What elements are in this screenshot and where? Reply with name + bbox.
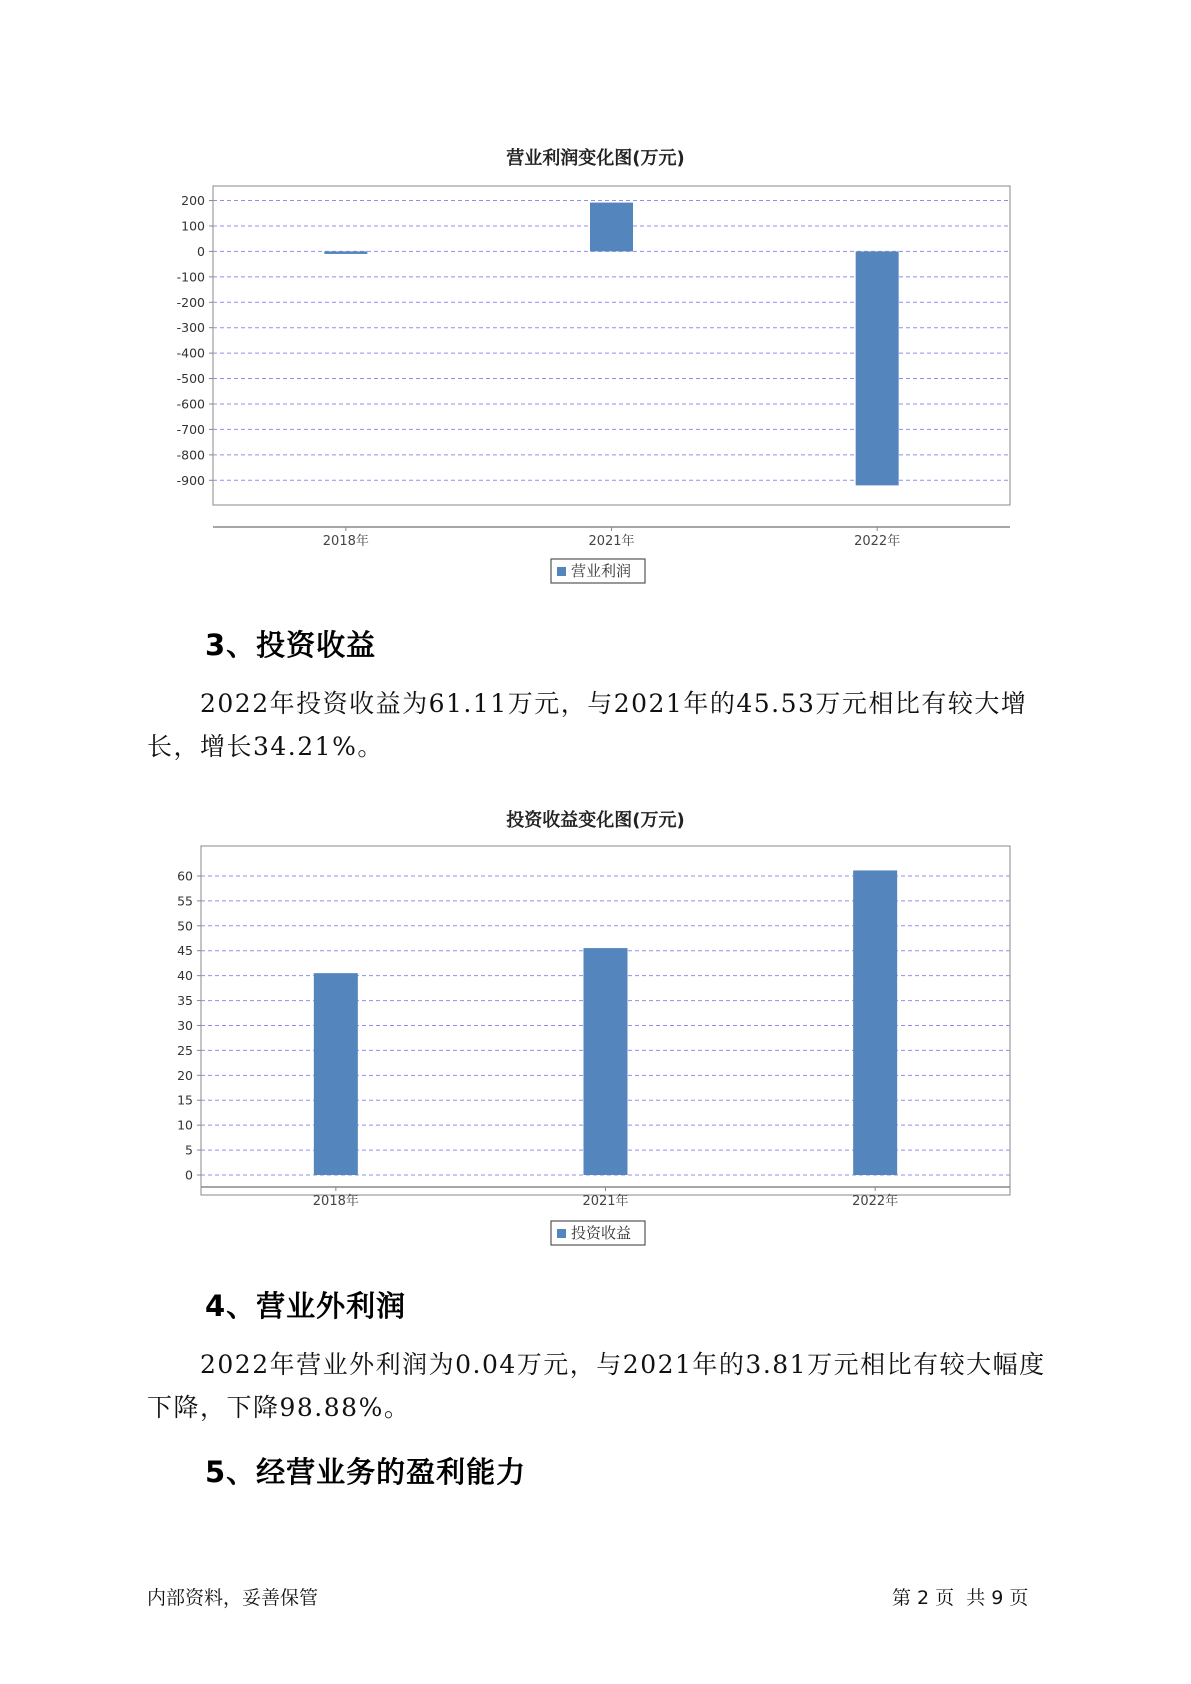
chart1-title: 营业利润变化图(万元): [506, 148, 685, 169]
y-tick-label: -100: [176, 269, 205, 285]
section4-paragraph: 2022年营业外利润为0.04万元，与2021年的3.81万元相比有较大幅度下降，下降98.88%。: [147, 1350, 1046, 1422]
y-tick-label: 5: [185, 1142, 193, 1158]
y-tick-label: 60: [177, 868, 193, 884]
y-tick-label: 100: [181, 218, 205, 234]
x-tick-label: 2018年: [312, 1194, 359, 1209]
y-tick-label: 35: [177, 993, 193, 1009]
y-tick-label: 200: [181, 193, 205, 209]
y-tick-label: 0: [185, 1167, 193, 1183]
footer-page-number: 第 2 页 共 9 页: [892, 1587, 1029, 1609]
y-tick-label: 0: [197, 243, 205, 259]
y-tick-label: 10: [177, 1117, 193, 1133]
legend-label: 营业利润: [571, 562, 632, 580]
y-tick-label: 25: [177, 1042, 193, 1058]
y-tick-label: 45: [177, 943, 193, 959]
y-tick-label: 20: [177, 1067, 193, 1083]
y-tick-label: -900: [176, 472, 205, 488]
y-tick-label: -200: [176, 294, 205, 310]
section4-heading: 4、营业外利润: [205, 1289, 407, 1323]
x-tick-label: 2021年: [588, 534, 635, 549]
y-tick-label: -300: [176, 320, 205, 336]
y-tick-label: 30: [177, 1017, 193, 1033]
y-tick-label: -700: [176, 421, 205, 437]
y-tick-label: -800: [176, 447, 205, 463]
x-tick-label: 2022年: [854, 534, 901, 549]
chart2-title: 投资收益变化图(万元): [506, 810, 685, 831]
bar-2021年: [584, 948, 628, 1175]
bar-2022年: [853, 870, 897, 1175]
y-tick-label: 50: [177, 918, 193, 934]
y-tick-label: -500: [176, 371, 205, 387]
legend-swatch: [557, 1229, 566, 1238]
y-tick-label: 55: [177, 893, 193, 909]
x-tick-label: 2018年: [322, 534, 369, 549]
x-tick-label: 2022年: [852, 1194, 899, 1209]
y-tick-label: -400: [176, 345, 205, 361]
bar-2018年: [314, 973, 358, 1175]
y-tick-label: -600: [176, 396, 205, 412]
legend-label: 投资收益: [571, 1224, 632, 1242]
section3-paragraph: 2022年投资收益为61.11万元，与2021年的45.53万元相比有较大增长，增长34.21%。: [147, 689, 1028, 761]
section5-heading: 5、经营业务的盈利能力: [205, 1455, 527, 1489]
footer-confidential-note: 内部资料，妥善保管: [147, 1587, 319, 1609]
y-tick-label: 40: [177, 968, 193, 984]
x-tick-label: 2021年: [582, 1194, 629, 1209]
y-tick-label: 15: [177, 1092, 193, 1108]
section3-heading: 3、投资收益: [205, 628, 377, 662]
